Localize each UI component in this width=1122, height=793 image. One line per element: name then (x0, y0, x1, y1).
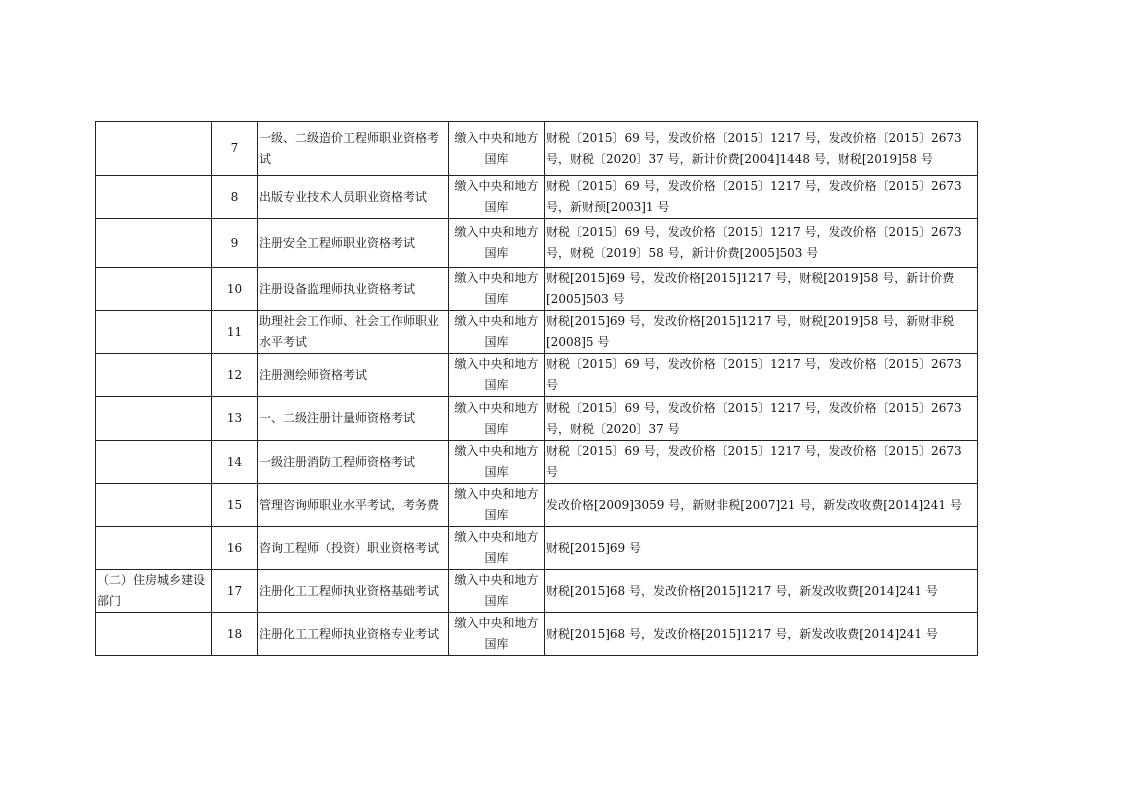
treasury-cell: 缴入中央和地方国库 (449, 268, 545, 311)
dept-cell (96, 527, 212, 570)
table-row (96, 122, 978, 176)
dept-cell (96, 219, 212, 268)
exam-name: 注册化工工程师执业资格专业考试 (258, 613, 449, 656)
row-number: 9 (212, 219, 258, 268)
table-row (96, 268, 978, 311)
treasury-cell: 缴入中央和地方国库 (449, 613, 545, 656)
exam-name: 咨询工程师（投资）职业资格考试 (258, 527, 449, 570)
row-number: 12 (212, 354, 258, 397)
treasury-cell: 缴入中央和地方国库 (449, 176, 545, 219)
policy-basis: 财税〔2015〕69 号，发改价格〔2015〕1217 号，发改价格〔2015〕2673 号 (545, 441, 978, 484)
table-body (96, 122, 978, 656)
policy-basis: 财税〔2015〕69 号，发改价格〔2015〕1217 号，发改价格〔2015〕2673 号，财税〔2020〕37 号，新计价费[2004]1448 号，财税[2019]58 号 (545, 122, 978, 176)
table-row (96, 311, 978, 354)
exam-name: 出版专业技术人员职业资格考试 (258, 176, 449, 219)
dept-cell (96, 397, 212, 441)
exam-name: 管理咨询师职业水平考试，考务费 (258, 484, 449, 527)
row-number: 11 (212, 311, 258, 354)
table-row (96, 613, 978, 656)
dept-cell (96, 268, 212, 311)
table-row (96, 397, 978, 441)
exam-name: 助理社会工作师、社会工作师职业水平考试 (258, 311, 449, 354)
policy-basis: 财税[2015]69 号 (545, 527, 978, 570)
dept-cell (96, 311, 212, 354)
row-number: 14 (212, 441, 258, 484)
treasury-cell: 缴入中央和地方国库 (449, 441, 545, 484)
exam-name: 注册测绘师资格考试 (258, 354, 449, 397)
fee-table (95, 121, 978, 656)
policy-basis: 财税[2015]68 号，发改价格[2015]1217 号，新发改收费[2014]241 号 (545, 570, 978, 613)
dept-cell (96, 484, 212, 527)
row-number: 16 (212, 527, 258, 570)
dept-cell (96, 122, 212, 176)
row-number: 13 (212, 397, 258, 441)
exam-name: 注册安全工程师职业资格考试 (258, 219, 449, 268)
dept-cell (96, 613, 212, 656)
exam-name: 注册化工工程师执业资格基础考试 (258, 570, 449, 613)
exam-name: 一级、二级造价工程师职业资格考试 (258, 122, 449, 176)
treasury-cell: 缴入中央和地方国库 (449, 397, 545, 441)
row-number: 10 (212, 268, 258, 311)
policy-basis: 财税〔2015〕69 号，发改价格〔2015〕1217 号，发改价格〔2015〕2673 号 (545, 354, 978, 397)
table-row (96, 570, 978, 613)
row-number: 17 (212, 570, 258, 613)
row-number: 15 (212, 484, 258, 527)
dept-cell: （二）住房城乡建设部门 (96, 570, 212, 613)
policy-basis: 财税〔2015〕69 号，发改价格〔2015〕1217 号，发改价格〔2015〕2673 号，新财预[2003]1 号 (545, 176, 978, 219)
table-row (96, 527, 978, 570)
row-number: 18 (212, 613, 258, 656)
exam-name: 一、二级注册计量师资格考试 (258, 397, 449, 441)
policy-basis: 财税〔2015〕69 号，发改价格〔2015〕1217 号，发改价格〔2015〕2673 号，财税〔2019〕58 号，新计价费[2005]503 号 (545, 219, 978, 268)
treasury-cell: 缴入中央和地方国库 (449, 122, 545, 176)
policy-basis: 财税[2015]69 号，发改价格[2015]1217 号，财税[2019]58 号，新财非税[2008]5 号 (545, 311, 978, 354)
row-number: 7 (212, 122, 258, 176)
policy-basis: 财税〔2015〕69 号，发改价格〔2015〕1217 号，发改价格〔2015〕2673 号，财税〔2020〕37 号 (545, 397, 978, 441)
treasury-cell: 缴入中央和地方国库 (449, 354, 545, 397)
exam-name: 注册设备监理师执业资格考试 (258, 268, 449, 311)
treasury-cell: 缴入中央和地方国库 (449, 570, 545, 613)
treasury-cell: 缴入中央和地方国库 (449, 311, 545, 354)
table-row (96, 176, 978, 219)
table-row (96, 484, 978, 527)
exam-name: 一级注册消防工程师资格考试 (258, 441, 449, 484)
policy-basis: 财税[2015]68 号，发改价格[2015]1217 号，新发改收费[2014]241 号 (545, 613, 978, 656)
row-number: 8 (212, 176, 258, 219)
treasury-cell: 缴入中央和地方国库 (449, 219, 545, 268)
dept-cell (96, 354, 212, 397)
table-row (96, 441, 978, 484)
dept-cell (96, 441, 212, 484)
table-row (96, 219, 978, 268)
dept-cell (96, 176, 212, 219)
policy-basis: 财税[2015]69 号，发改价格[2015]1217 号，财税[2019]58 号，新计价费[2005]503 号 (545, 268, 978, 311)
policy-basis: 发改价格[2009]3059 号，新财非税[2007]21 号，新发改收费[2014]241 号 (545, 484, 978, 527)
treasury-cell: 缴入中央和地方国库 (449, 527, 545, 570)
treasury-cell: 缴入中央和地方国库 (449, 484, 545, 527)
table-row (96, 354, 978, 397)
